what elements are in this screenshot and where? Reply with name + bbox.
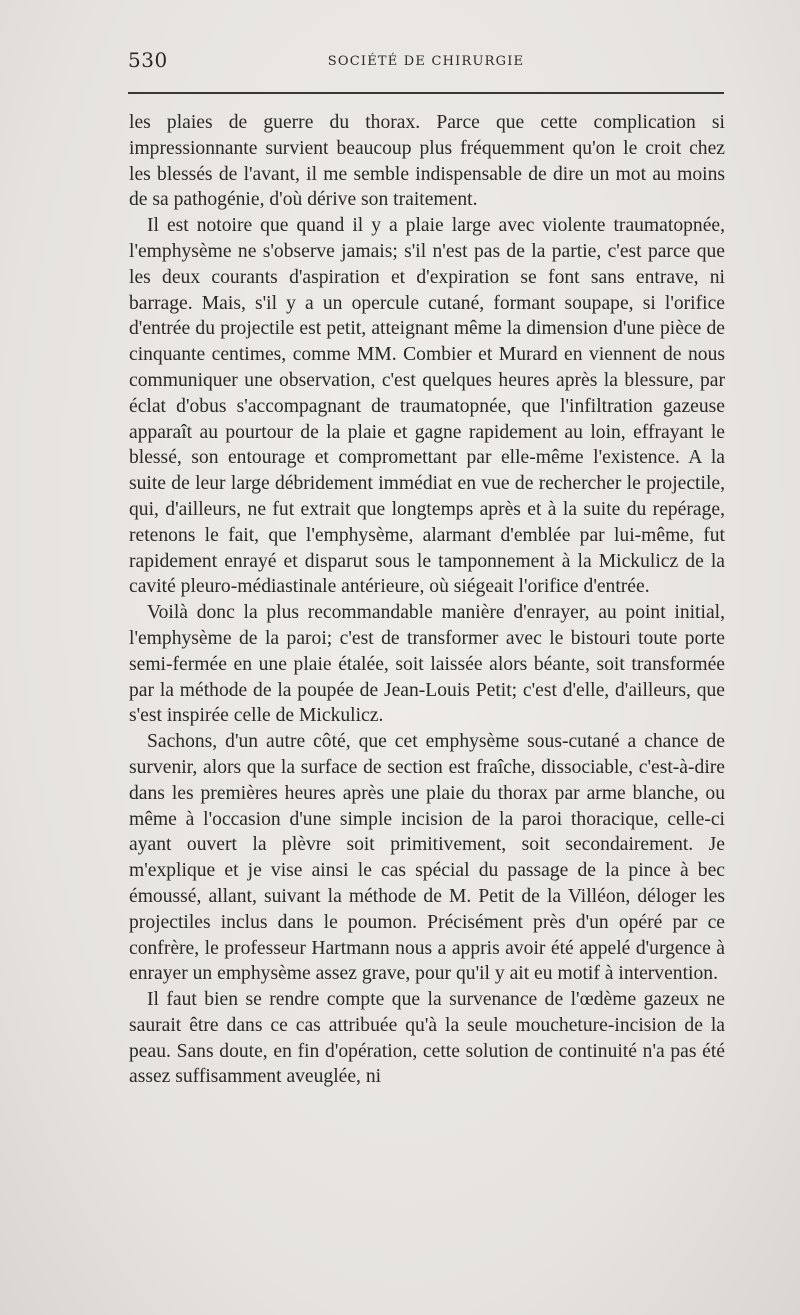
header-rule [128, 92, 724, 94]
body-text [129, 110, 725, 1090]
paragraph: Sachons, d'un autre côté, que cet emphysème sous-cutané a chance de survenir, alors que la surface de section est fraîche, dissociable, c'est-à-dire dans les premières heures après une plaie du thorax par arme blanche, ou même à l'occasion d'une simple incision de la paroi thoracique, celle-ci ayant ouvert la plèvre soit primitivement, soit secondairement. Je m'explique et je vise ainsi le cas spécial du passage de la pince à bec émoussé, allant, suivant la méthode de M. Petit de la Villéon, déloger les projectiles inclus dans le poumon. Précisément près d'un opéré par ce confrère, le professeur Hartmann nous a appris avoir été appelé d'urgence à enrayer un emphysème assez grave, pour qu'il y ait eu motif à intervention. [129, 731, 725, 985]
paragraph: Voilà donc la plus recommandable manière d'enrayer, au point initial, l'emphysème de la paroi; c'est de transformer avec le bistouri toute porte semi-fermée en une plaie étalée, soit laissée alors béante, soit transformée par la méthode de la poupée de Jean-Louis Petit; c'est d'elle, d'ailleurs, que s'est inspirée celle de Mickulicz. [129, 602, 725, 727]
paragraph: Il est notoire que quand il y a plaie large avec violente traumatopnée, l'emphysème ne s'observe jamais; s'il n'est pas de la partie, c'est parce que les deux courants d'aspiration et d'expiration se font sans entrave, ni barrage. Mais, s'il y a un opercule cutané, formant soupape, si l'orifice d'entrée du projectile est petit, atteignant même la dimension d'une pièce de cinquante centimes, comme MM. Combier et Murard en viennent de nous communiquer une observation, c'est quelques heures après la blessure, par éclat d'obus s'accompagnant de traumatopnée, que l'infiltration gazeuse apparaît au pourtour de la plaie et gagne rapidement au loin, effrayant le blessé, son entourage et compromettant par elle-même l'existence. A la suite de leur large débridement immédiat en vue de rechercher le projectile, qui, d'ailleurs, ne fut extrait que longtemps après et à la suite du repérage, retenons le fait, que l'emphysème, alarmant d'emblée par lui-même, fut rapidement enrayé et disparut sous le tamponnement à la Mickulicz de la cavité pleuro-médiastinale antérieure, où siégeait l'orifice d'entrée. [129, 215, 725, 598]
page-header [128, 48, 724, 78]
paragraph: les plaies de guerre du thorax. Parce que cette complication si impressionnante survient beaucoup plus fréquemment qu'on le croit chez les blessés de l'avant, il me semble indispensable de dire un mot au moins de sa pathogénie, d'où dérive son traitement. [129, 112, 725, 211]
paragraph: Il faut bien se rendre compte que la survenance de l'œdème gazeux ne saurait être dans ce cas attribuée qu'à la seule moucheture-incision de la peau. Sans doute, en fin d'opération, cette solution de continuité n'a pas été assez suffisamment aveuglée, ni [129, 989, 725, 1088]
page-number: 530 [128, 48, 168, 72]
running-head: SOCIÉTÉ DE CHIRURGIE [327, 54, 525, 69]
